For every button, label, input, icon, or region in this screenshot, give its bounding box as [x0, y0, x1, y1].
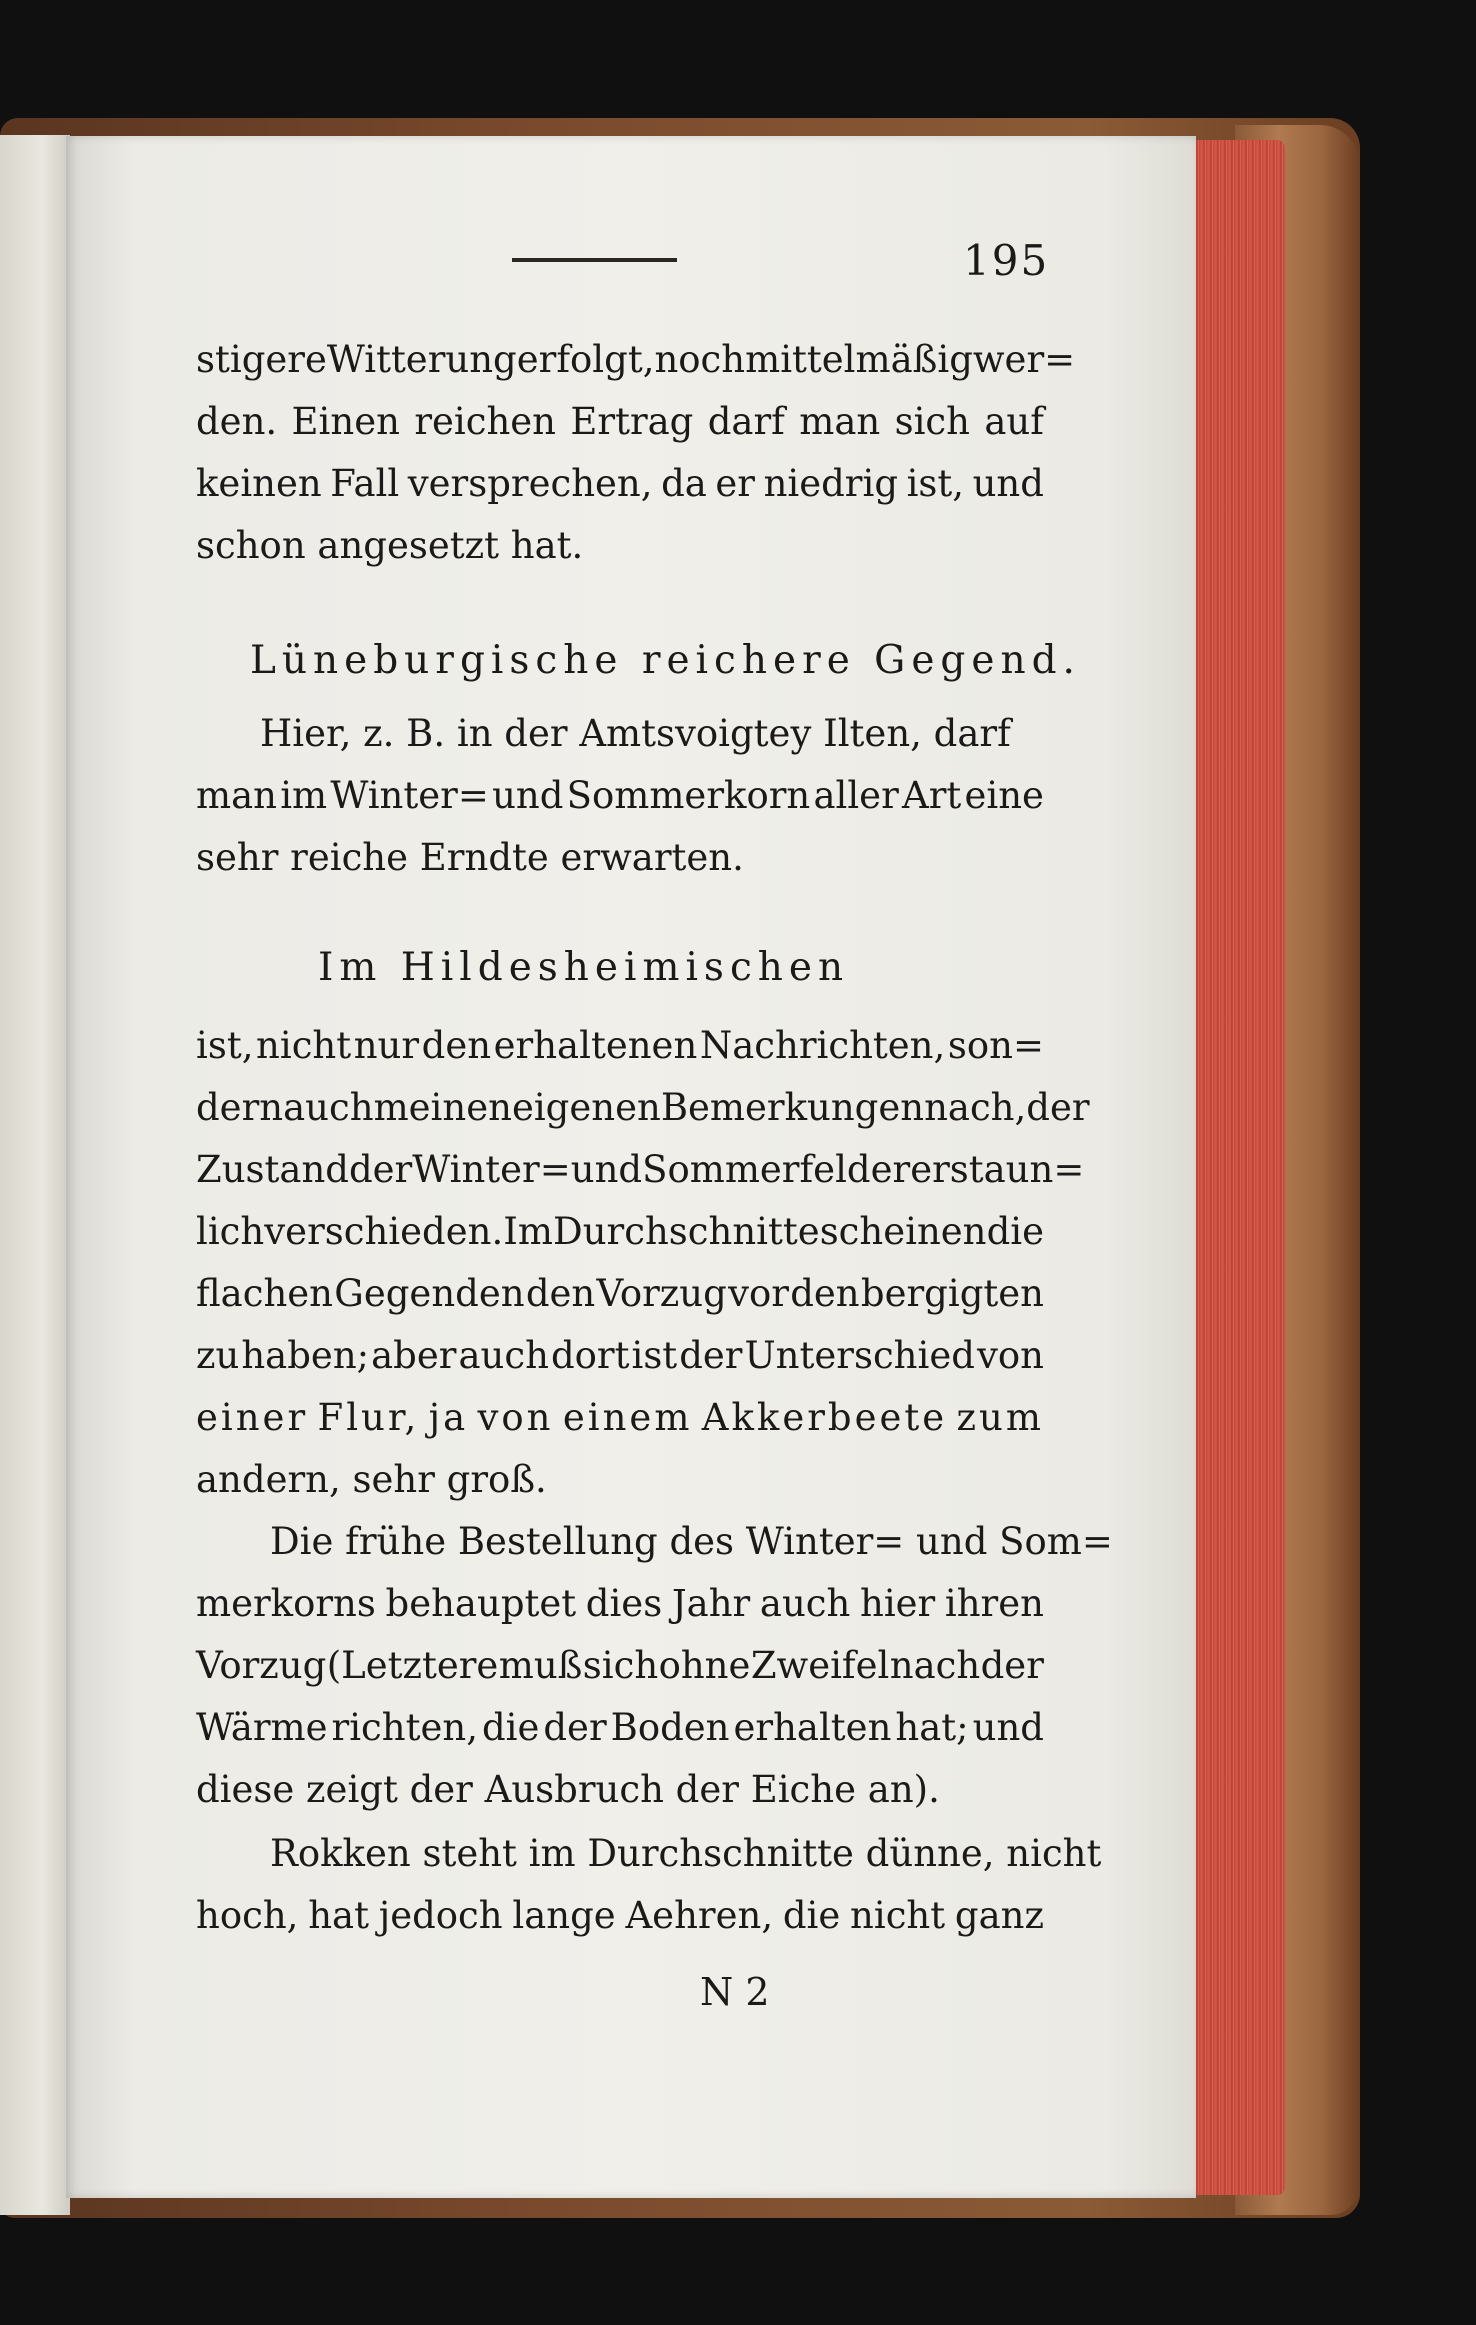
text-line: stigere Witterung erfolgt, noch mittelmäßig wer=	[196, 338, 1076, 381]
text-line: hoch, hat jedoch lange Aehren, die nicht ganz	[196, 1894, 1044, 1937]
signature-mark: N 2	[700, 1970, 770, 2014]
text-line: Wärme richten, die der Boden erhalten hat; und	[196, 1706, 1044, 1749]
text-line: lich verschieden. Im Durchschnitte scheinen die	[196, 1210, 1044, 1253]
text-line: Rokken steht im Durchschnitte dünne, nicht	[270, 1832, 1102, 1875]
header-rule	[512, 258, 677, 262]
text-line: sehr reiche Erndte erwarten.	[196, 836, 744, 879]
text-line: einer Flur, ja von einem Akkerbeete zum	[196, 1396, 1044, 1439]
text-line: schon angesetzt hat.	[196, 524, 584, 567]
text-line: den. Einen reichen Ertrag darf man sich auf	[196, 400, 1044, 443]
section-heading: Im Hildesheimischen	[318, 945, 850, 990]
left-page-sliver	[0, 135, 70, 2215]
text-line: ist, nicht nur den erhaltenen Nachrichten, son=	[196, 1024, 1044, 1067]
page-edges	[1185, 140, 1285, 2195]
text-line: diese zeigt der Ausbruch der Eiche an).	[196, 1768, 940, 1811]
text-line: flachen Gegenden den Vorzug vor den bergigten	[196, 1272, 1044, 1315]
text-line: merkorns behauptet dies Jahr auch hier ihren	[196, 1582, 1044, 1625]
text-line: keinen Fall versprechen, da er niedrig ist, und	[196, 462, 1044, 505]
text-line: man im Winter= und Sommerkorn aller Art eine	[196, 774, 1044, 817]
text-line: Vorzug (Letztere muß sich ohne Zweifel nach der	[196, 1644, 1044, 1687]
text-line: Hier, z. B. in der Amtsvoigtey Ilten, darf	[260, 712, 1011, 755]
text-line: Die frühe Bestellung des Winter= und Som=	[270, 1520, 1113, 1563]
text-line: zu haben; aber auch dort ist der Unterschied von	[196, 1334, 1044, 1377]
text-line: dern auch meinen eigenen Bemerkungen nach, der	[196, 1086, 1090, 1129]
text-line: andern, sehr groß.	[196, 1458, 547, 1501]
section-heading: Lüneburgische reichere Gegend.	[250, 638, 1081, 683]
page-number: 195	[963, 236, 1050, 285]
text-line: Zustand der Winter= und Sommerfelder erstaun=	[196, 1148, 1085, 1191]
